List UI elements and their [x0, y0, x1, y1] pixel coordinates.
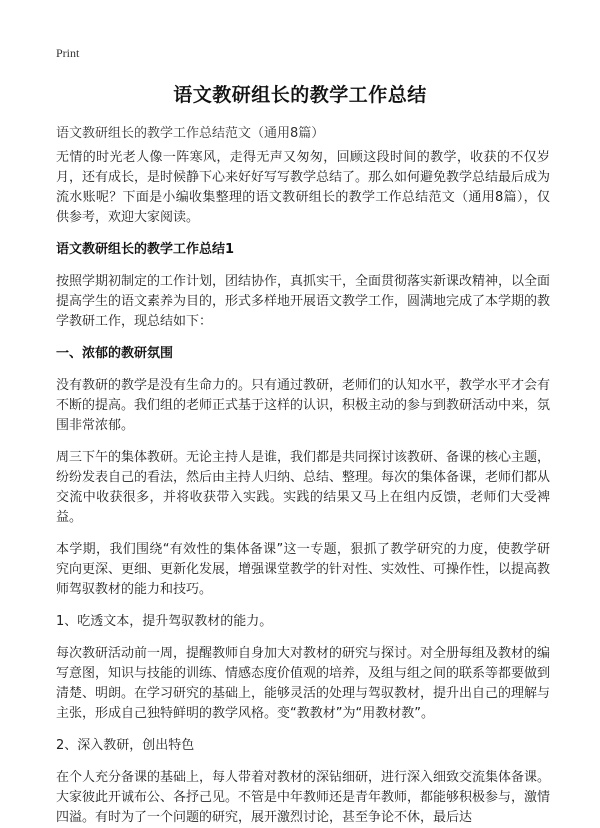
- section-heading: 语文教研组长的教学工作总结1: [56, 242, 235, 257]
- subheading-atmosphere: 一、浓郁的教研氛围: [56, 346, 174, 361]
- point-2-heading: 2、深入教研，创出特色: [56, 738, 195, 753]
- atmosphere-paragraph-1: 没有教研的教学是没有生命力的。只有通过教研，老师们的认知水平，教学水平才会有不断的提高。我们组的老师正式基于这样的认识，积极主动的参与到教研活动中来，氛围非常浓郁。: [56, 378, 551, 433]
- point-2-paragraph: 在个人充分备课的基础上，每人带着对教材的深钻细研，进行深入细致交流集体备课。大家彼此开诚布公、各抒己见。不管是中年教师还是青年教师，都能够积极参与，激情四溢。有时为了一个问题的研究，展开激烈讨论，甚至争论不休，最后达: [56, 770, 551, 825]
- document-body: [56, 148, 550, 828]
- atmosphere-paragraph-3: 本学期，我们围绕“有效性的集体备课”这一专题，狠抓了教学研究的力度，使教学研究向更深、更细、更新化发展，增强课堂教学的针对性、实效性、可操作性，以提高教师驾驭教材的能力和技巧。: [56, 542, 551, 597]
- atmosphere-paragraph-2: 周三下午的集体教研。无论主持人是谁，我们都是共同探讨该教研、备课的核心主题，纷纷发表自己的看法，然后由主持人归纳、总结、整理。每次的集体备课，老师们都从交流中收获很多，并将收获带入实践。实践的结果又马上在组内反馈，老师们大受裨益。: [56, 450, 551, 525]
- point-1-heading: 1、吃透文本，提升驾驭教材的能力。: [56, 614, 273, 629]
- document-subtitle: 语文教研组长的教学工作总结范文（通用8篇）: [56, 126, 325, 141]
- document-title: 语文教研组长的教学工作总结: [173, 84, 427, 106]
- point-1-paragraph: 每次教研活动前一周，提醒教师自身加大对教材的研究与探讨。对全册每组及教材的编写意图，知识与技能的训练、情感态度价值观的培养，及组与组之间的联系等都要做到清楚、明朗。在学习研究的基础上，能够灵活的处理与驾驭教材，提升出自己的理解与主张，形成自己独特鲜明的教学风格。变“教教材”为“用教材教”。: [56, 646, 551, 721]
- print-label[interactable]: Print: [56, 46, 80, 60]
- intro-paragraph: 无情的时光老人像一阵寒风，走得无声又匆匆，回顾这段时间的教学，收获的不仅岁月，还有成长，是时候静下心来好好写写教学总结了。那么如何避免教学总结最后成为流水账呢？下面是小编收集整理的语文教研组长的教学工作总结范文（通用8篇），仅供参考，欢迎大家阅读。: [56, 150, 551, 225]
- section-intro-paragraph: 按照学期初制定的工作计划，团结协作，真抓实干，全面贯彻落实新课改精神，以全面提高学生的语文素养为目的，形式多样地开展语文教学工作，圆满地完成了本学期的教学教研工作，现总结如下：: [56, 274, 551, 329]
